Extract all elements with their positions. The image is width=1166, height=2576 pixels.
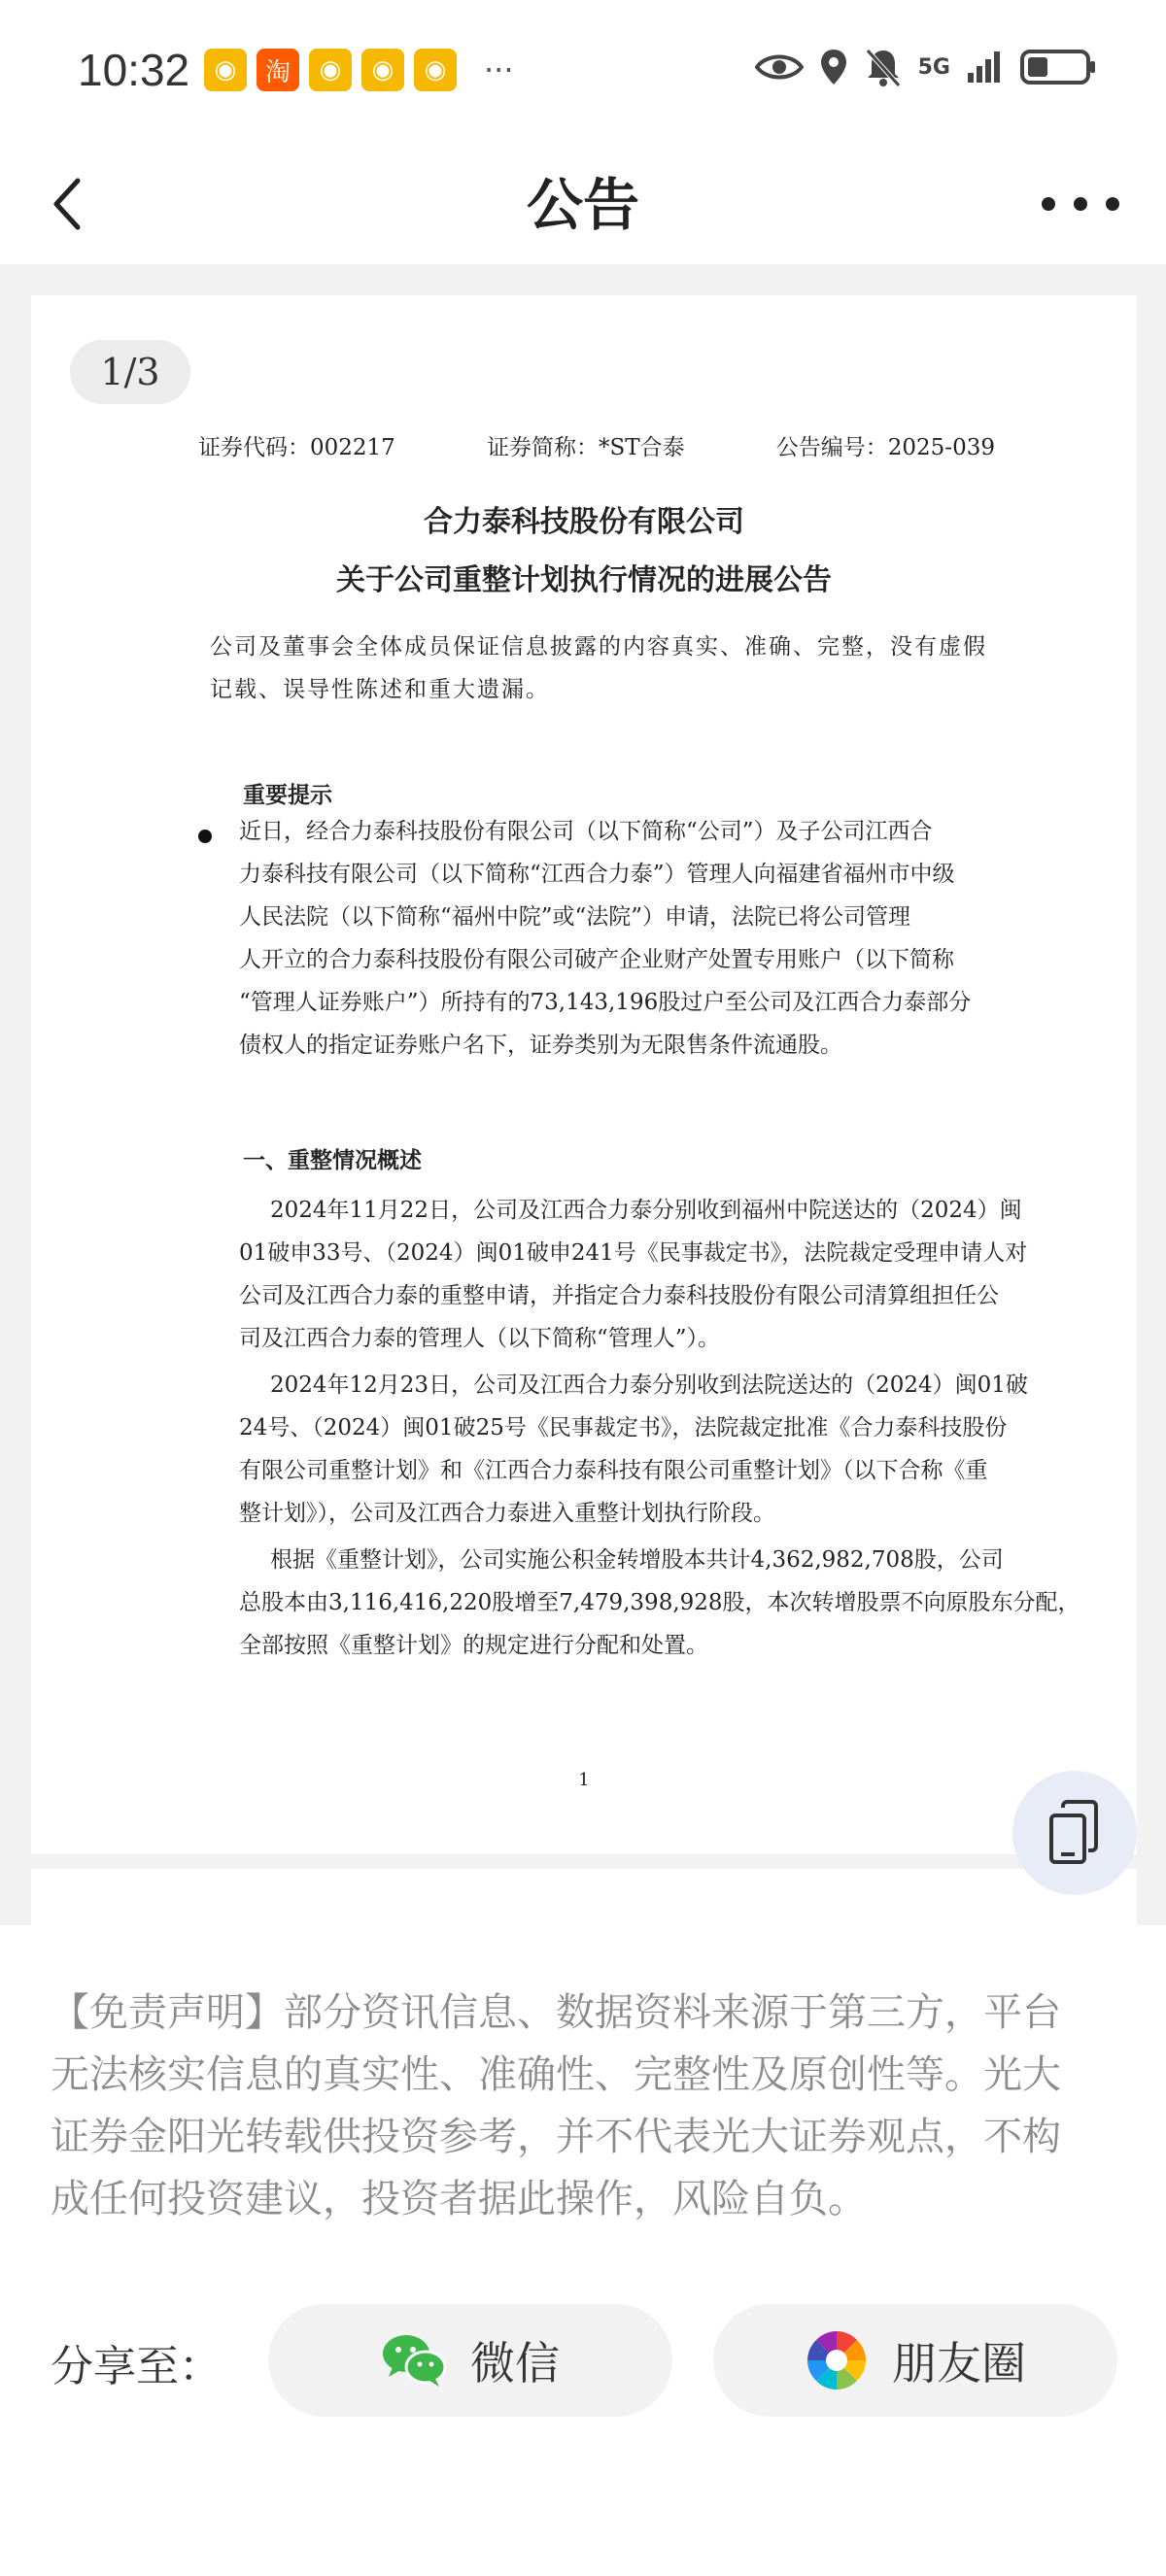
- text-line: 人民法院（以下简称“福州中院”或“法院”）申请，法院已将公司管理: [239, 904, 911, 930]
- notification-icons: [204, 49, 514, 91]
- document-header: [198, 429, 995, 461]
- more-dot-icon: [1042, 197, 1055, 211]
- text-line: 证券金阳光转载供投资参考，并不代表光大证券观点，不构: [51, 2115, 1061, 2159]
- bullet-icon: [198, 830, 212, 843]
- section-heading: 一、重整情况概述: [243, 1147, 422, 1173]
- text-line: 人开立的合力泰科技股份有限公司破产企业财产处置专用账户（以下简称: [239, 947, 954, 972]
- text-line: 无法核实信息的真实性、准确性、完整性及原创性等。光大: [51, 2052, 1061, 2097]
- nav-bar: [0, 146, 1166, 264]
- text-line: 根据《重整计划》，公司实施公积金转增股本共计4,362,982,708股，公司: [270, 1547, 1004, 1573]
- important-notice-paragraph: [239, 810, 1016, 1067]
- eye-icon: [755, 51, 804, 83]
- announcement-number: 公告编号：2025-039: [775, 435, 995, 460]
- network-type: 5G: [917, 54, 950, 80]
- status-bar: [0, 0, 1166, 146]
- copy-page-button[interactable]: [1012, 1771, 1137, 1895]
- text-line: 近日，经合力泰科技股份有限公司（以下简称“公司”）及子公司江西合: [239, 819, 933, 844]
- text-line: 整计划》），公司及江西合力泰进入重整计划执行阶段。: [239, 1501, 775, 1526]
- company-title: 合力泰科技股份有限公司: [424, 505, 744, 539]
- system-icons: [755, 47, 1098, 87]
- document-page: [31, 295, 1137, 1854]
- text-line: 24号、（2024）闽01破25号《民事裁定书》，法院裁定批准《合力泰科技股份: [239, 1415, 1008, 1441]
- text-line: 成任何投资建议，投资者据此操作，风险自负。: [51, 2177, 867, 2221]
- text-line: 记载、误导性陈述和重大遗漏。: [210, 677, 550, 702]
- important-heading: 重要提示: [243, 782, 332, 808]
- next-document-page: [31, 1869, 1137, 1925]
- body-paragraph-1: [239, 1189, 1028, 1360]
- weibo-icon: ◉: [204, 49, 247, 91]
- more-dot-icon: [1106, 197, 1119, 211]
- body-paragraph-3: [239, 1539, 1080, 1667]
- clock: 10:32: [78, 45, 190, 95]
- body-paragraph-2: [239, 1364, 1028, 1535]
- text-line: 总股本由3,116,416,220股增至7,479,398,928股，本次转增股票不向原股东分配，: [239, 1590, 1080, 1615]
- declaration-paragraph: [210, 626, 1007, 711]
- text-line: 公司及董事会全体成员保证信息披露的内容真实、准确、完整，没有虚假: [210, 634, 987, 660]
- share-wechat-label: 微信: [470, 2337, 560, 2390]
- more-dot-icon: [1074, 197, 1087, 211]
- text-line: 【免责声明】部分资讯信息、数据资料来源于第三方，平台: [51, 1990, 1061, 2035]
- location-icon: [819, 48, 848, 86]
- battery-icon: [1020, 48, 1098, 86]
- text-line: “管理人证券账户”）所持有的73,143,196股过户至公司及江西合力泰部分: [239, 990, 972, 1015]
- disclaimer-text: [51, 1982, 1129, 2230]
- text-line: 债权人的指定证券账户名下，证券类别为无限售条件流通股。: [239, 1033, 842, 1058]
- wechat-icon: [381, 2332, 447, 2389]
- share-label: 分享至：: [51, 2342, 222, 2391]
- text-line: 力泰科技有限公司（以下简称“江西合力泰”）管理人向福建省福州市中级: [239, 862, 955, 887]
- more-notifications-icon: ···: [484, 51, 514, 88]
- text-line: 全部按照《重整计划》的规定进行分配和处置。: [239, 1633, 708, 1658]
- share-moments-label: 朋友圈: [892, 2337, 1026, 2390]
- weibo-icon: ◉: [309, 49, 352, 91]
- weibo-icon: ◉: [361, 49, 404, 91]
- announcement-title: 关于公司重整计划执行情况的进展公告: [336, 563, 832, 597]
- taobao-icon: 淘: [257, 49, 299, 91]
- page-indicator: 1/3: [70, 340, 190, 404]
- share-moments-button[interactable]: [713, 2304, 1117, 2417]
- share-wechat-button[interactable]: [268, 2304, 672, 2417]
- text-line: 有限公司重整计划》和《江西合力泰科技有限公司重整计划》（以下合称《重: [239, 1458, 988, 1483]
- text-line: 01破申33号、（2024）闽01破申241号《民事裁定书》，法院裁定受理申请人对: [239, 1240, 1028, 1266]
- security-abbr: 证券简称：*ST合泰: [486, 435, 685, 460]
- signal-icon: [966, 50, 1005, 85]
- mute-icon: [864, 47, 903, 87]
- page-number: 1: [578, 1770, 590, 1790]
- text-line: 2024年12月23日，公司及江西合力泰分别收到法院送达的（2024）闽01破: [270, 1373, 1028, 1398]
- text-line: 2024年11月22日，公司及江西合力泰分别收到福州中院送达的（2024）闽: [270, 1198, 1022, 1223]
- copy-icon: [1044, 1798, 1106, 1868]
- more-menu-button[interactable]: [1042, 175, 1119, 233]
- text-line: 司及江西合力泰的管理人（以下简称“管理人”）。: [239, 1326, 721, 1351]
- document-viewer[interactable]: [0, 264, 1166, 1925]
- moments-icon: [805, 2328, 869, 2392]
- text-line: 公司及江西合力泰的重整申请，并指定合力泰科技股份有限公司清算组担任公: [239, 1283, 999, 1308]
- security-code: 证券代码：002217: [198, 435, 395, 460]
- weibo-icon: ◉: [414, 49, 457, 91]
- page-title: 公告: [526, 172, 639, 238]
